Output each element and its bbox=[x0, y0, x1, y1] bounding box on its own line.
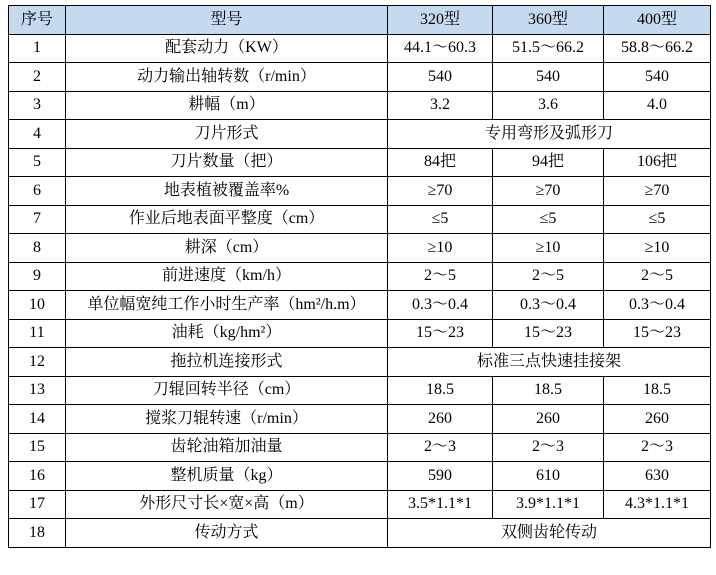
row-number-cell: 6 bbox=[9, 177, 66, 206]
merged-value-cell: 专用弯形及弧形刀 bbox=[388, 120, 711, 149]
row-number-cell: 5 bbox=[9, 148, 66, 177]
table-row bbox=[9, 262, 711, 291]
row-label-cell: 地表植被覆盖率% bbox=[66, 177, 388, 206]
row-label-cell: 外形尺寸长×宽×高（m） bbox=[66, 490, 388, 519]
table-row bbox=[9, 348, 711, 377]
value-cell: ≤5 bbox=[604, 205, 711, 234]
value-cell: 260 bbox=[493, 405, 604, 434]
row-label-cell: 刀辊回转半径（cm） bbox=[66, 376, 388, 405]
value-cell: 3.2 bbox=[388, 91, 493, 120]
row-number-cell: 14 bbox=[9, 405, 66, 434]
value-cell: 0.3～0.4 bbox=[388, 291, 493, 320]
row-label-cell: 刀片数量（把） bbox=[66, 148, 388, 177]
value-cell: ≥70 bbox=[604, 177, 711, 206]
row-number-cell: 17 bbox=[9, 490, 66, 519]
value-cell: 540 bbox=[604, 63, 711, 92]
value-cell: 0.3～0.4 bbox=[604, 291, 711, 320]
column-header-serial: 序号 bbox=[9, 6, 66, 35]
value-cell: 630 bbox=[604, 462, 711, 491]
row-label-cell: 单位幅宽纯工作小时生产率（hm²/h.m） bbox=[66, 291, 388, 320]
value-cell: ≤5 bbox=[493, 205, 604, 234]
table-row bbox=[9, 120, 711, 149]
row-number-cell: 3 bbox=[9, 91, 66, 120]
value-cell: 590 bbox=[388, 462, 493, 491]
value-cell: 94把 bbox=[493, 148, 604, 177]
merged-value-cell: 双侧齿轮传动 bbox=[388, 519, 711, 548]
row-number-cell: 7 bbox=[9, 205, 66, 234]
value-cell: 4.0 bbox=[604, 91, 711, 120]
row-number-cell: 13 bbox=[9, 376, 66, 405]
row-label-cell: 整机质量（kg） bbox=[66, 462, 388, 491]
value-cell: 2～5 bbox=[388, 262, 493, 291]
row-label-cell: 耕深（cm） bbox=[66, 234, 388, 263]
table-row bbox=[9, 433, 711, 462]
row-number-cell: 9 bbox=[9, 262, 66, 291]
value-cell: 44.1～60.3 bbox=[388, 34, 493, 63]
value-cell: 2～5 bbox=[604, 262, 711, 291]
row-label-cell: 搅浆刀辊转速（r/min） bbox=[66, 405, 388, 434]
spec-table bbox=[8, 5, 711, 548]
row-number-cell: 15 bbox=[9, 433, 66, 462]
row-label-cell: 拖拉机连接形式 bbox=[66, 348, 388, 377]
row-label-cell: 耕幅（m） bbox=[66, 91, 388, 120]
row-label-cell: 配套动力（KW） bbox=[66, 34, 388, 63]
column-header-320: 320型 bbox=[388, 6, 493, 35]
value-cell: 540 bbox=[493, 63, 604, 92]
merged-value-cell: 标准三点快速挂接架 bbox=[388, 348, 711, 377]
value-cell: 2～3 bbox=[388, 433, 493, 462]
value-cell: ≤5 bbox=[388, 205, 493, 234]
value-cell: 3.5*1.1*1 bbox=[388, 490, 493, 519]
value-cell: 58.8～66.2 bbox=[604, 34, 711, 63]
table-row bbox=[9, 519, 711, 548]
spec-table-body bbox=[9, 34, 711, 547]
row-number-cell: 18 bbox=[9, 519, 66, 548]
row-label-cell: 动力输出轴转数（r/min） bbox=[66, 63, 388, 92]
row-label-cell: 齿轮油箱加油量 bbox=[66, 433, 388, 462]
value-cell: 2～3 bbox=[604, 433, 711, 462]
value-cell: 260 bbox=[604, 405, 711, 434]
value-cell: 540 bbox=[388, 63, 493, 92]
value-cell: ≥10 bbox=[493, 234, 604, 263]
table-row bbox=[9, 205, 711, 234]
value-cell: 610 bbox=[493, 462, 604, 491]
row-number-cell: 11 bbox=[9, 319, 66, 348]
table-row bbox=[9, 405, 711, 434]
value-cell: 15～23 bbox=[493, 319, 604, 348]
table-row bbox=[9, 148, 711, 177]
table-row bbox=[9, 34, 711, 63]
row-number-cell: 12 bbox=[9, 348, 66, 377]
row-number-cell: 10 bbox=[9, 291, 66, 320]
value-cell: 2～3 bbox=[493, 433, 604, 462]
row-label-cell: 油耗（kg/hm²） bbox=[66, 319, 388, 348]
value-cell: 260 bbox=[388, 405, 493, 434]
row-number-cell: 1 bbox=[9, 34, 66, 63]
table-row bbox=[9, 177, 711, 206]
value-cell: 106把 bbox=[604, 148, 711, 177]
column-header-400: 400型 bbox=[604, 6, 711, 35]
value-cell: ≥70 bbox=[388, 177, 493, 206]
value-cell: 2～5 bbox=[493, 262, 604, 291]
row-label-cell: 作业后地表面平整度（cm） bbox=[66, 205, 388, 234]
value-cell: ≥10 bbox=[388, 234, 493, 263]
column-header-360: 360型 bbox=[493, 6, 604, 35]
value-cell: 51.5～66.2 bbox=[493, 34, 604, 63]
row-label-cell: 传动方式 bbox=[66, 519, 388, 548]
column-header-model: 型号 bbox=[66, 6, 388, 35]
value-cell: 0.3～0.4 bbox=[493, 291, 604, 320]
header-row bbox=[9, 6, 711, 35]
row-number-cell: 8 bbox=[9, 234, 66, 263]
row-number-cell: 4 bbox=[9, 120, 66, 149]
value-cell: 84把 bbox=[388, 148, 493, 177]
value-cell: 15～23 bbox=[388, 319, 493, 348]
table-row bbox=[9, 462, 711, 491]
table-row bbox=[9, 234, 711, 263]
value-cell: 3.6 bbox=[493, 91, 604, 120]
value-cell: 4.3*1.1*1 bbox=[604, 490, 711, 519]
value-cell: 15～23 bbox=[604, 319, 711, 348]
table-row bbox=[9, 376, 711, 405]
value-cell: ≥70 bbox=[493, 177, 604, 206]
table-row bbox=[9, 91, 711, 120]
value-cell: 18.5 bbox=[604, 376, 711, 405]
value-cell: ≥10 bbox=[604, 234, 711, 263]
value-cell: 3.9*1.1*1 bbox=[493, 490, 604, 519]
row-label-cell: 前进速度（km/h） bbox=[66, 262, 388, 291]
table-row bbox=[9, 291, 711, 320]
row-label-cell: 刀片形式 bbox=[66, 120, 388, 149]
value-cell: 18.5 bbox=[388, 376, 493, 405]
table-row bbox=[9, 63, 711, 92]
row-number-cell: 2 bbox=[9, 63, 66, 92]
row-number-cell: 16 bbox=[9, 462, 66, 491]
value-cell: 18.5 bbox=[493, 376, 604, 405]
table-row bbox=[9, 490, 711, 519]
table-row bbox=[9, 319, 711, 348]
